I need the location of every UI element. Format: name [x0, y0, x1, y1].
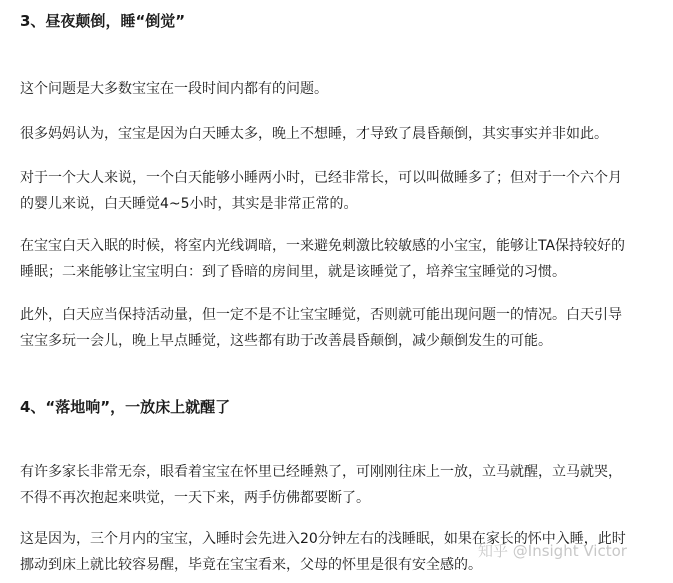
- section-4-paragraph-1: [20, 459, 660, 511]
- paragraph-line: 睡眠；二来能够让宝宝明白：到了昏暗的房间里，就是该睡觉了，培养宝宝睡觉的习惯。: [20, 264, 566, 280]
- section-3-paragraph-2: [20, 121, 660, 147]
- zhihu-watermark: 知乎 @Insight Victor: [478, 542, 627, 560]
- paragraph-line: 这个问题是大多数宝宝在一段时间内都有的问题。: [20, 81, 328, 97]
- section-3-heading: 3、昼夜颠倒，睡“倒觉”: [20, 12, 186, 30]
- paragraph-line: 此外，白天应当保持活动量，但一定不是不让宝宝睡觉，否则就可能出现问题一的情况。白天引导: [20, 307, 622, 323]
- paragraph-line: 挪动到床上就比较容易醒，毕竟在宝宝看来，父母的怀里是很有安全感的。: [20, 557, 482, 573]
- paragraph-line: 对于一个大人来说，一个白天能够小睡两小时，已经非常长，可以叫做睡多了；但对于一个六个月: [20, 170, 622, 186]
- paragraph-line: 这是因为，三个月内的宝宝，入睡时会先进入20分钟左右的浅睡眠，如果在家长的怀中入睡，此时: [20, 531, 626, 547]
- paragraph-line: 有许多家长非常无奈，眼看着宝宝在怀里已经睡熟了，可刚刚往床上一放，立马就醒，立马就哭，: [20, 464, 622, 480]
- section-3-paragraph-4: [20, 233, 660, 285]
- paragraph-line: 很多妈妈认为，宝宝是因为白天睡太多，晚上不想睡，才导致了晨昏颠倒，其实事实并非如此。: [20, 126, 608, 142]
- section-3-paragraph-5: [20, 302, 660, 354]
- paragraph-line: 不得不再次抱起来哄觉，一天下来，两手仿佛都要断了。: [20, 490, 370, 506]
- paragraph-line: 宝宝多玩一会儿，晚上早点睡觉，这些都有助于改善晨昏颠倒，减少颠倒发生的可能。: [20, 333, 552, 349]
- section-3-paragraph-3: [20, 165, 660, 217]
- section-4-heading: 4、“落地响”，一放床上就醒了: [20, 398, 231, 416]
- paragraph-line: 在宝宝白天入眠的时候，将室内光线调暗，一来避免刺激比较敏感的小宝宝，能够让TA保持较好的: [20, 238, 626, 254]
- paragraph-line: 的婴儿来说，白天睡觉4~5小时，其实是非常正常的。: [20, 196, 358, 212]
- section-3-paragraph-1: [20, 76, 660, 102]
